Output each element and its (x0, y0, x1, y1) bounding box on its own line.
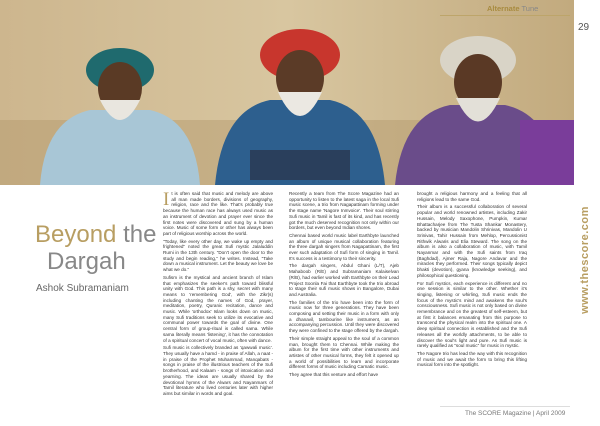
side-url-container (575, 175, 595, 345)
article-column-2 (289, 191, 399, 380)
author-byline: Ashok Subramaniam (36, 283, 129, 294)
title-word-beyond: Beyond (35, 221, 117, 248)
paragraph: For Sufi mystics, each experience is different and no one session is similar to the other. Whether it's singing, listening or whirling, Sufi music ends the focus of the mystic's mind and awakens the soul's consciousness. Sufi music is not only based on divine remembrance and on the greatest of self-esteem, but at first it balances emanating from this purpose to transcend the physical realm into the spiritual one. A deep spiritual connection is established and the Sufi releases all the worldly attachments, to be able to discover the soul's light and pure. As Sufi music is rarely qualified as "soul music" for music in mystic. (417, 280, 527, 349)
paragraph: The dargah singers, Abdul Ghani (L/T), Ajeb Mahaboob (R/E) and Subramaniam Kalaiselvan (R/B), had earlier worked with Earthbyte on their Lead Project Soonla Fai that Earthbyte took the trio abroad to stage their sufi music shows in Bangalore, Dubai and Australia. (289, 263, 399, 297)
paragraph: Their simple straight appeal to the soul of a common man, brought them to Chennai. While making the album for the first time with other instruments and artistes of other musical forms, they felt it opened up a world of possibilities to learn and incorporate different forms of music including Carnatic music. (289, 335, 399, 370)
page-number: 29 (578, 22, 590, 33)
paragraph: Their album is a successful collaboration of several popular and world renowned artistes, including Zakir Hussain, Melody Saxophone, Pumpkin, Kumar Bhattacharjee from The Tusta Shankar Monastery, backed by musician Mandolin Shrinivas, Mandolin U Srinivas, Tahir Hussain from Mehlop, Percussionist Rithwik Alwaris and Elia Steward. The song on the album is also a collaboration of music, with Tamil Nayanmar and with the Sufi saints from Iraq (Baghdad), Ajmer Raja, Nagore Andavar and the miracles they performed. Their songs typically depict bhakti (devotion), gyana (knowledge seeking), and philosophical questioning. (417, 204, 527, 278)
paragraph: Chennai based world music label Earthbyte launched an album of unique musical collaboration featuring the three dargah singers from Nagapattinam, the first ever such adaptation of Sufi form of singing in Tamil. It's success is a testimony to their sincerity. (289, 232, 399, 261)
paragraph: The families of the trio have been into the form of music now for three generations. They have been composing and setting their music in a form with only a dhanavil, tambourine like instrument, as an accompanying percussion. Until they were discovered they were confined to the stage offered by the dargah. (289, 299, 399, 334)
section-label-light: Tune (521, 4, 539, 13)
paragraph: Sufism is the mystical and ancient branch of Islam that emphasizes the seeker's path toward blissful unity with God. This path is a shy, secret with many means to 'remembering God', with the Zikr(s) including chanting the names of God, prayer, meditation, poetry, Quranic recitation, dance and music. While 'orthodox' Islam looks down on music, many Sufi traditions seek to utilize its evocative and communal power towards the goal of divine. One central form of group-ritual is called sama. While sama literally means 'listening', it has the connotation of a spiritual concert of vocal music, often with dance. (163, 274, 273, 343)
footer-divider (440, 406, 570, 407)
article-column-1 (163, 191, 273, 399)
cover-photo (0, 0, 574, 185)
title-word-the: the (123, 221, 157, 248)
article-column-3 (417, 191, 527, 370)
paragraph: brought a religious harmony and a feeling that all religions lead to the same God. (417, 191, 527, 202)
footer-credit: The SCORE Magazine | April 2009 (465, 410, 566, 417)
paragraph-text: t is often said that music and melody are above all man made borders, divisions of geography, religion, race and the like. That's probably true because the human race has always used music as an instrument of devotion and prayer ever since the first notes were discovered and sung by a human voice. Music of some form or other has always been part of religious worship across the world. (163, 191, 273, 236)
side-url: www.thescore.com (579, 206, 591, 314)
paragraph: The Nagore trio has lead the way with this recognition of music and we await the form to bring this lifting musical form into the spotlight. (417, 350, 527, 368)
drop-cap: I (163, 189, 170, 210)
title-line-2: Dargah (47, 248, 126, 275)
paragraph: They agree that this venture and effort have (289, 372, 379, 378)
musicians-photo-illustration (0, 0, 574, 185)
paragraph: "Today, like every other day, we wake up empty and frightened" noted the great Sufi mystic Jalaluddin Rumi in the 13th century. "Don't open the door to the study and begin reading," he writes. Instead, "Take down a musical instrument. Let the beauty we love be what we do." (163, 238, 273, 273)
header-divider (440, 15, 570, 16)
section-label (487, 4, 538, 13)
section-label-bold: Alternate (487, 4, 520, 13)
paragraph: Recently a team from The Score Magazine had an opportunity to listen to the latest saga in the local Sufi music scene, a trio from Nagapattinam forming under the stage name 'Nagore Inmvoice'. Their soul stirring Sufi music in Tamil is fast of its kind, and has recently got the much deserved recognition not only within our borders, but even beyond Indian shores. (289, 191, 399, 231)
paragraph: Sufi music is collectively branded as 'qawwali music'. They usually have a hamd - in praise of Allah, a naat - in praise of the Prophet Muhammad, Manqabats - songs in praise of the illustrious teachers of the Sufi brotherhood, and Kalaam - songs of intoxication and yearning. The ideas are usually shared by the devotional hymns of the Alwars and Nayanmars of Tamil literature who lived centuries later with higher aims but similar in words and goal. (163, 345, 273, 396)
paragraph (163, 191, 273, 237)
